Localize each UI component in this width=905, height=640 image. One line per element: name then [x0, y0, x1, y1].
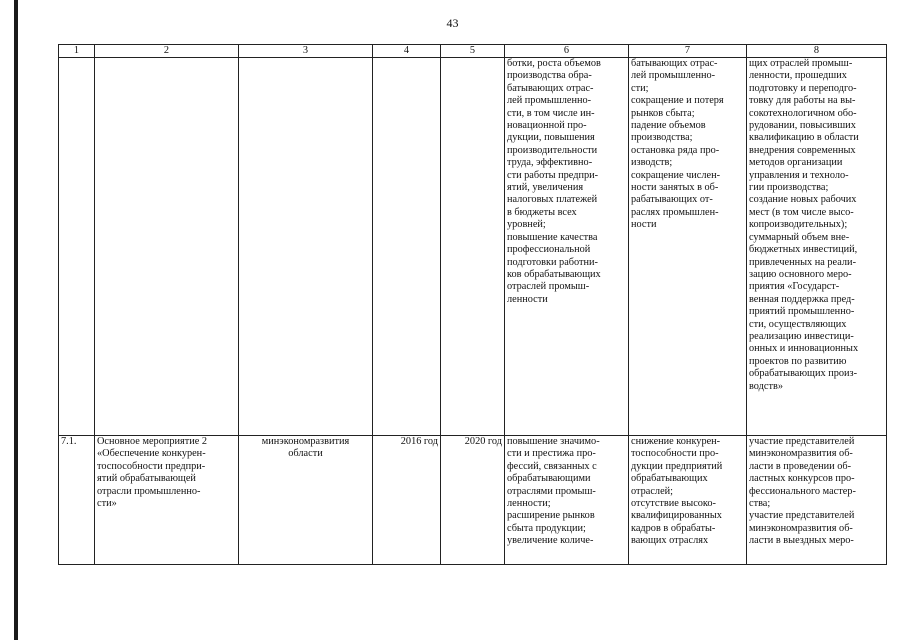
- table-row: [59, 436, 887, 565]
- header-cell: 6: [505, 45, 629, 58]
- page-number: 43: [446, 16, 459, 30]
- consequences-cell: снижение конкурен- тоспособности про- дукции предприятий обрабатывающих отраслей; отсутствие высоко- квалифицированных кадров в обрабаты- вающих отраслях: [629, 436, 747, 565]
- header-cell: 3: [239, 45, 373, 58]
- header-cell: 4: [373, 45, 441, 58]
- end-year-cell: [441, 58, 505, 436]
- indicators-cell: участие представителей минэкономразвития об- ласти в проведении об- ластных конкурсов про- фессионального мастер- ства; участие представителей минэкономразвития об- ласти в выездных меро-: [747, 436, 887, 565]
- indicators-cell: щих отраслей промыш- ленности, прошедших подготовку и переподго- товку для работы на вы- сокотехнологичном обо- рудовании, повысивших квалификацию в области внедрения современных методов организации управления и техноло- гии производства; создание новых рабочих мест (в том числе высо- копроизводительных); суммарный объем вне- бюджетных инвестиций, привлеченных на реали- зацию основного меро- приятия «Государст- венная поддержка пред- приятий промышленно- сти, осуществляющих реализацию инвестици- онных и инновационных проектов по развитию обрабатывающих произ- водств»: [747, 58, 887, 436]
- row-number-cell: 7.1.: [59, 436, 95, 565]
- header-cell: 7: [629, 45, 747, 58]
- expected-result-cell: повышение значимо- сти и престижа про- фессий, связанных с обрабатывающими отраслями промыш- ленности; расширение рынков сбыта продукции; увеличение количе-: [505, 436, 629, 565]
- header-cell: 8: [747, 45, 887, 58]
- program-table: [58, 44, 887, 565]
- header-cell: 2: [95, 45, 239, 58]
- measure-name-cell: Основное мероприятие 2 «Обеспечение конкурен- тоспособности предпри- ятий обрабатывающей отрасли промышленно- сти»: [95, 436, 239, 565]
- row-number-cell: [59, 58, 95, 436]
- executor-cell: [239, 58, 373, 436]
- header-cell: 1: [59, 45, 95, 58]
- table-row: [59, 58, 887, 436]
- consequences-cell: батывающих отрас- лей промышленно- сти; сокращение и потеря рынков сбыта; падение объемов производства; остановка ряда про- изводств; сокращение числен- ности занятых в об- рабатывающих от- раслях промышлен- ности: [629, 58, 747, 436]
- header-row: [59, 45, 887, 58]
- start-year-cell: [373, 58, 441, 436]
- executor-cell: минэкономразвития области: [239, 436, 373, 565]
- end-year-cell: 2020 год: [441, 436, 505, 565]
- measure-name-cell: [95, 58, 239, 436]
- scan-edge-bar: [14, 0, 18, 640]
- start-year-cell: 2016 год: [373, 436, 441, 565]
- header-cell: 5: [441, 45, 505, 58]
- expected-result-cell: ботки, роста объемов производства обра- батывающих отрас- лей промышленно- сти, в том числе ин- новационной про- дукции, повышения производительности труда, эффективно- сти работы предпри- ятий, увеличения налоговых платежей в бюджеты всех уровней; повышение качества профессиональной подготовки работни- ков обрабатывающих отраслей промыш- ленности: [505, 58, 629, 436]
